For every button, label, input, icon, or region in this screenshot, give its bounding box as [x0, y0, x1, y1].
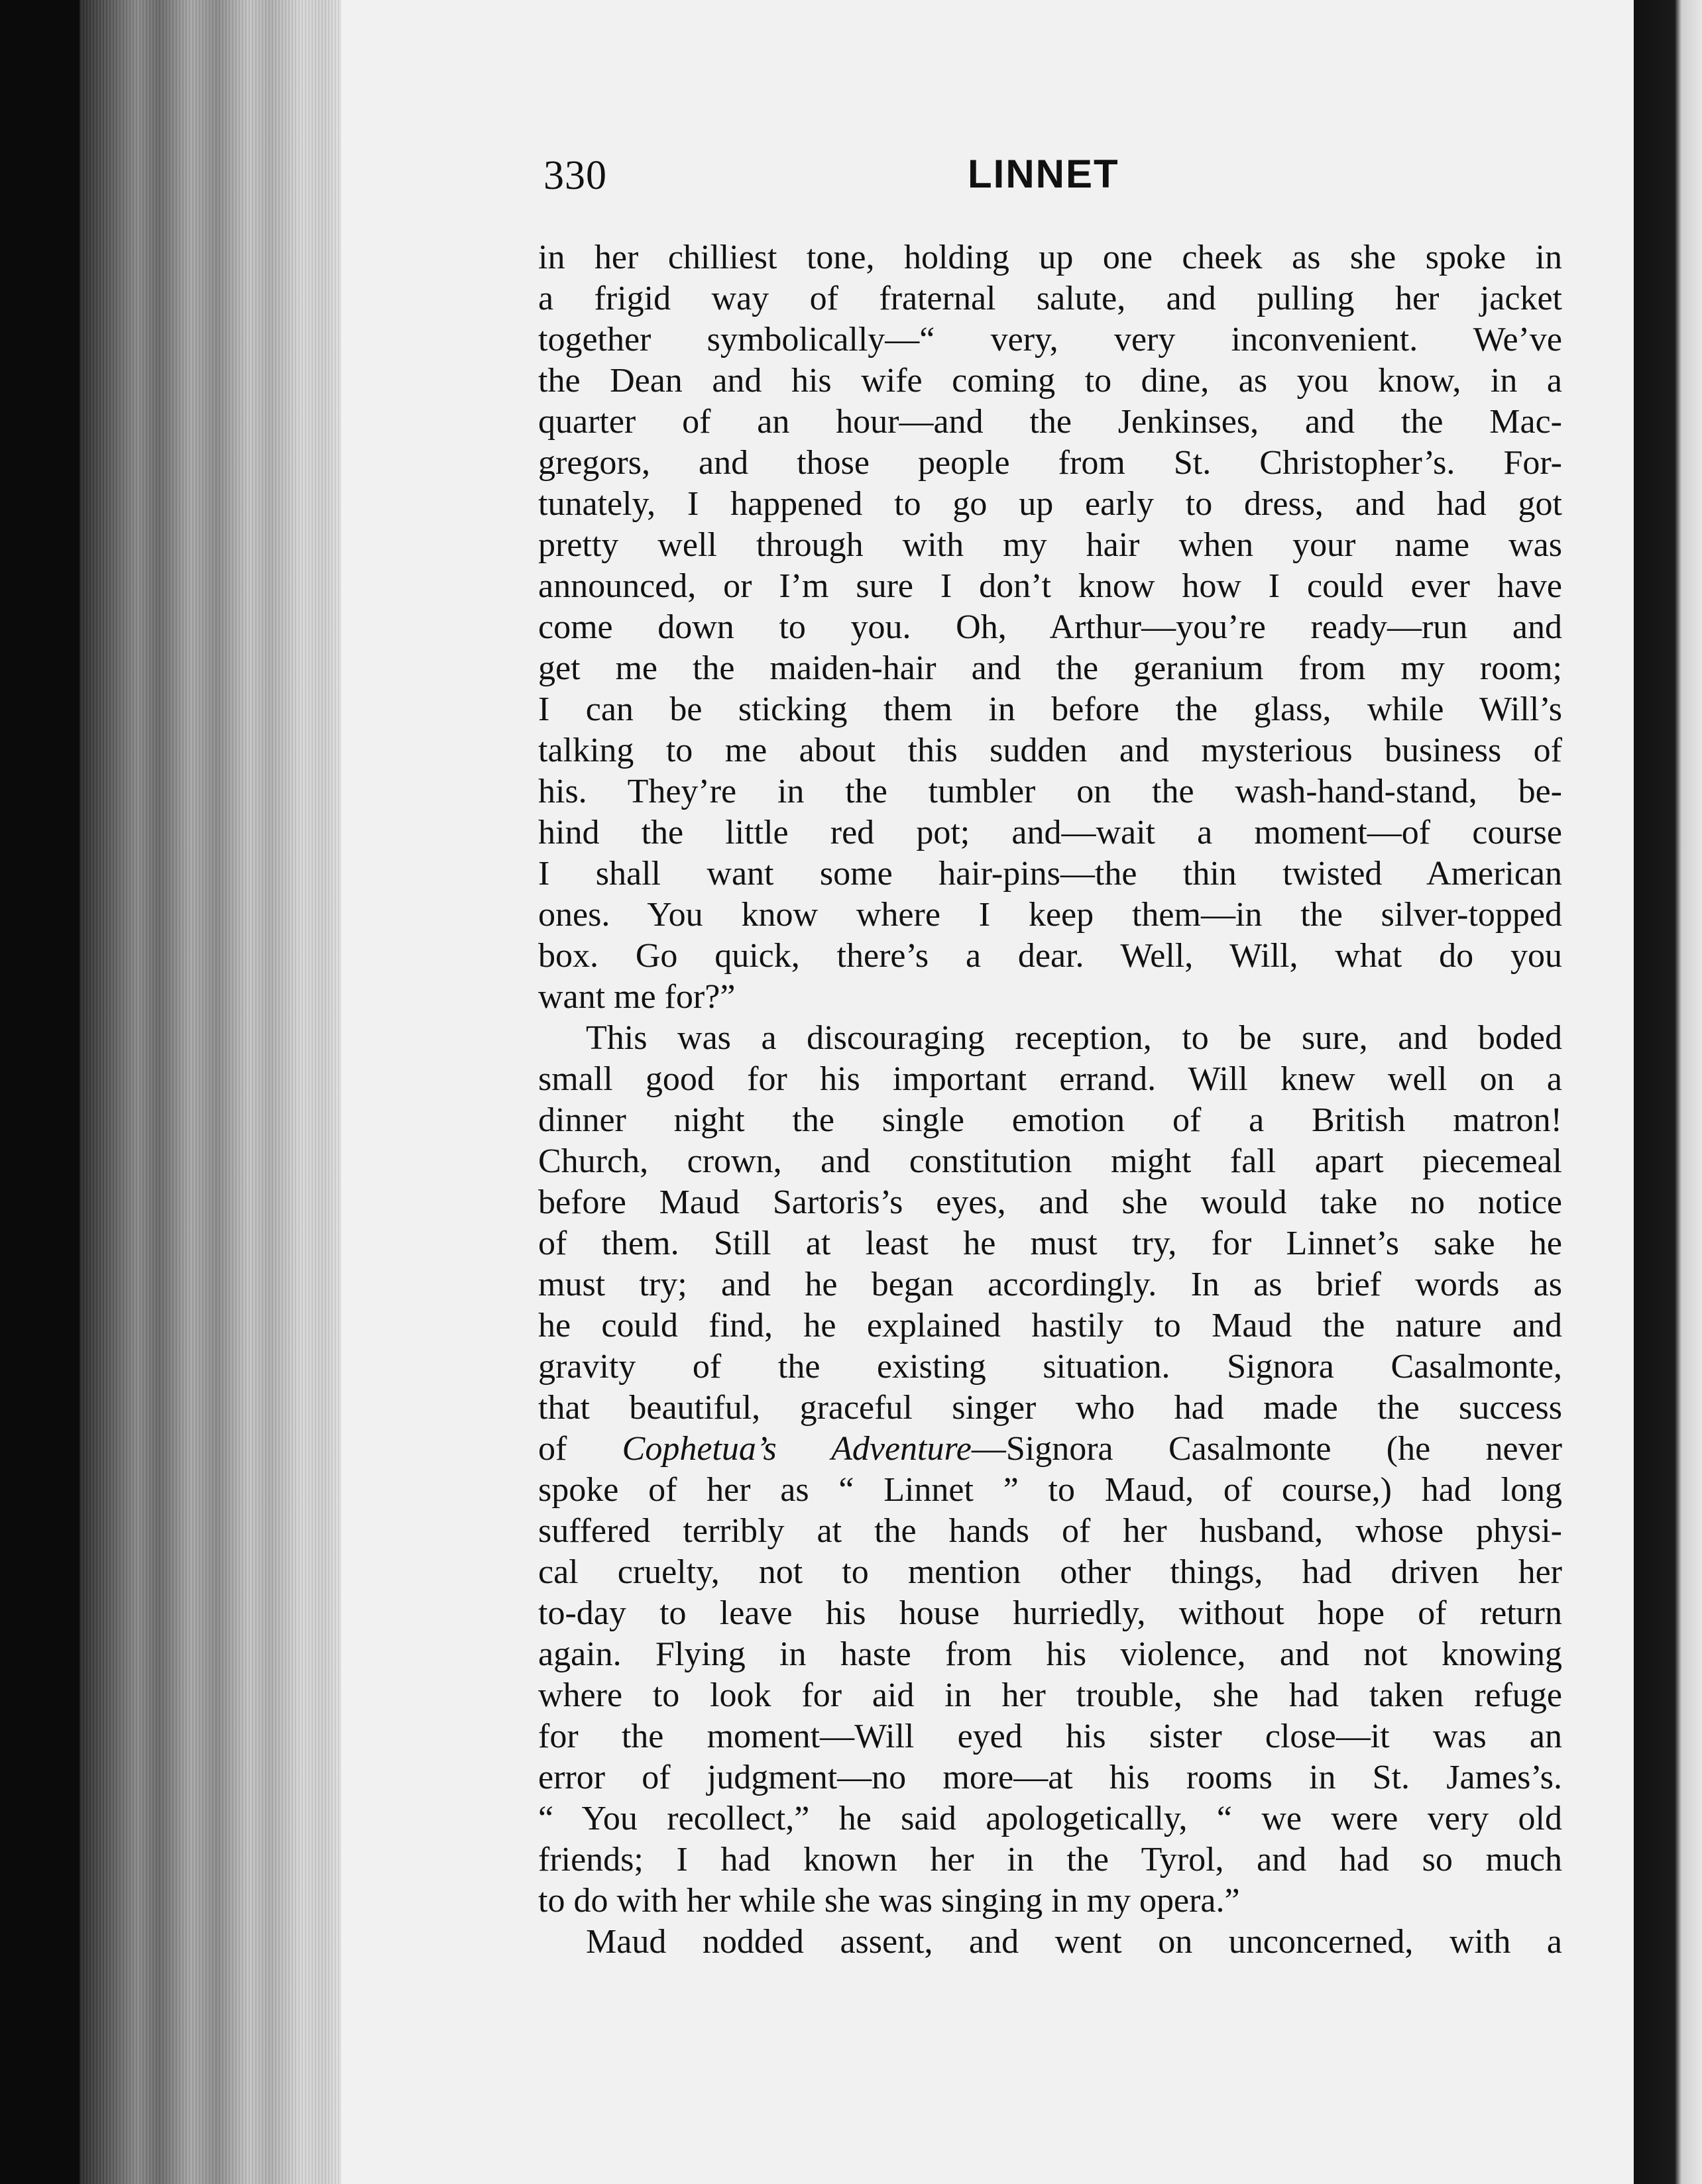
text-line: dinner night the single emotion of a British matron! [538, 1101, 1562, 1139]
body-text [538, 237, 1562, 1963]
text-line: cal cruelty, not to mention other things, had driven her [538, 1553, 1562, 1591]
text-line: This was a discouraging reception, to be sure, and boded [586, 1019, 1562, 1057]
text-line: where to look for aid in her trouble, she had taken refuge [538, 1676, 1562, 1714]
text-line: he could find, he explained hastily to Maud the nature and [538, 1307, 1562, 1344]
text-line: hind the little red pot; and—wait a moment—of course [538, 814, 1562, 851]
page-number: 330 [543, 153, 607, 198]
book-page-edges [80, 0, 345, 2184]
text-line: that beautiful, graceful singer who had made the success [538, 1389, 1562, 1427]
text-line: together symbolically—“ very, very inconvenient. We’ve [538, 321, 1562, 358]
text-line: suffered terribly at the hands of her husband, whose physi- [538, 1512, 1562, 1550]
page-header [543, 147, 1564, 207]
text-line: to-day to leave his house hurriedly, without hope of return [538, 1594, 1562, 1632]
paragraph-2 [538, 1018, 1562, 1922]
text-line: I shall want some hair-pins—the thin twisted American [538, 855, 1562, 893]
text-line: Maud nodded assent, and went on unconcerned, with a [586, 1923, 1562, 1961]
text-line: must try; and he began accordingly. In as brief words as [538, 1266, 1562, 1303]
text-line: in her chilliest tone, holding up one cheek as she spoke in [538, 239, 1562, 276]
text-line: error of judgment—no more—at his rooms in St. James’s. [538, 1759, 1562, 1796]
text-line: friends; I had known her in the Tyrol, and had so much [538, 1841, 1562, 1879]
text-line: box. Go quick, there’s a dear. Well, Will, what do you [538, 937, 1562, 975]
text-line: a frigid way of fraternal salute, and pulling her jacket [538, 280, 1562, 317]
text-line: quarter of an hour—and the Jenkinses, and the Mac- [538, 403, 1562, 441]
text-line: again. Flying in haste from his violence, and not knowing [538, 1635, 1562, 1673]
text-line: get me the maiden-hair and the geranium from my room; [538, 649, 1562, 687]
paragraph-3 [538, 1922, 1562, 1963]
text-line: spoke of her as “ Linnet ” to Maud, of course,) had long [538, 1471, 1562, 1509]
italic-title: Cophetua’s Adventure [622, 1430, 972, 1468]
text-fragment: of [538, 1430, 622, 1468]
text-line: talking to me about this sudden and mysterious business of [538, 732, 1562, 769]
paragraph-1 [538, 237, 1562, 1018]
text-line: his. They’re in the tumbler on the wash-hand-stand, be- [538, 773, 1562, 810]
text-line-with-italic [538, 1429, 1562, 1470]
text-line: come down to you. Oh, Arthur—you’re ready—run and [538, 608, 1562, 646]
text-line: the Dean and his wife coming to dine, as you know, in a [538, 362, 1562, 400]
text-line: before Maud Sartoris’s eyes, and she would take no notice [538, 1183, 1562, 1221]
text-line: to do with her while she was singing in my opera.” [538, 1882, 1240, 1920]
text-line: I can be sticking them in before the glass, while Will’s [538, 690, 1562, 728]
text-line: for the moment—Will eyed his sister close—it was an [538, 1718, 1562, 1755]
text-line: gravity of the existing situation. Signora Casalmonte, [538, 1348, 1562, 1386]
running-title: LINNET [968, 152, 1119, 196]
text-line: small good for his important errand. Will knew well on a [538, 1060, 1562, 1098]
right-gutter [1634, 0, 1702, 2184]
text-line: announced, or I’m sure I don’t know how I could ever have [538, 567, 1562, 605]
text-line: gregors, and those people from St. Christopher’s. For- [538, 444, 1562, 482]
text-line: pretty well through with my hair when your name was [538, 526, 1562, 564]
text-fragment: —Signora Casalmonte (he never [971, 1430, 1562, 1468]
text-line: “ You recollect,” he said apologetically, “ we were very old [538, 1800, 1562, 1837]
text-line: tunately, I happened to go up early to dress, and had got [538, 485, 1562, 523]
text-line: of them. Still at least he must try, for Linnet’s sake he [538, 1225, 1562, 1262]
text-line: want me for?” [538, 978, 736, 1016]
text-line: ones. You know where I keep them—in the silver-topped [538, 896, 1562, 934]
text-line: Church, crown, and constitution might fall apart piecemeal [538, 1142, 1562, 1180]
